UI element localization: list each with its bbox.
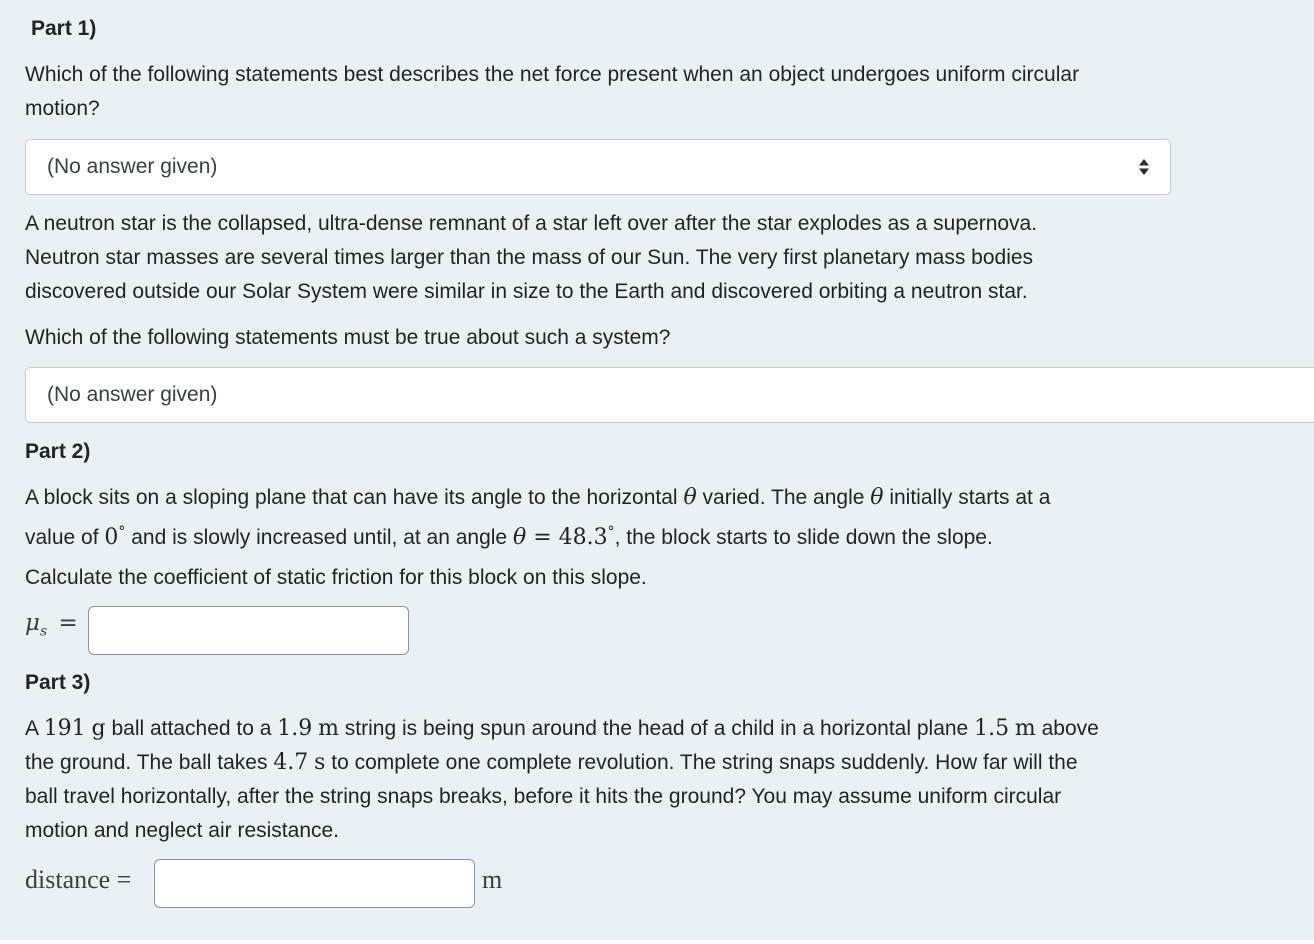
part1-question2-text [25,207,1295,309]
part1-heading: Part 1) [31,17,97,40]
part2-text-e: and is slowly increased until, at an angle [125,526,513,549]
height-unit: m [1014,716,1036,741]
mass-value: 191 [43,716,86,741]
part3-text-c: string is being spun around the head of a child in a horizontal plane [338,717,975,740]
part3-text-f: to complete one complete revolution. The string snaps suddenly. How far will the [325,751,1078,774]
select-value: (No answer given) [47,383,218,406]
sort-arrows-icon [1138,158,1150,176]
q2-line2: Neutron star masses are several times larger than the mass of our Sun. The very first planetary mass bodies [25,246,1034,269]
part2-text [25,481,1295,555]
part1-question1-line2: motion? [25,97,100,120]
part2-prompt: Calculate the coefficient of static friction for this block on this slope. [25,566,647,589]
answer-select-2[interactable] [25,367,1314,423]
time-value: 4.7 [273,750,309,775]
part3-text-e: the ground. The ball takes [25,751,274,774]
part3-text-h: motion and neglect air resistance. [25,819,340,842]
part2-text-a: A block sits on a sloping plane that can have its angle to the horizontal [25,486,684,509]
height-value: 1.5 [974,716,1010,741]
part3-heading: Part 3) [25,671,91,694]
part2-text-d: value of [25,526,105,549]
distance-unit: m [482,865,503,894]
mu-symbol: μ [25,610,40,636]
zero-value: 0 [104,525,119,550]
part3-text [25,712,1295,848]
distance-label: distance = [25,865,132,894]
degree-symbol: ° [118,524,126,540]
q2-line1: A neutron star is the collapsed, ultra-dense remnant of a star left over after the star explodes as a supernova. [25,212,1038,235]
part3-text-a: A [25,717,44,740]
mass-unit: g [91,716,106,741]
part3-text-d: above [1035,717,1099,740]
length-unit: m [318,716,339,741]
part2-text-f: , the block starts to slide down the slope. [614,526,993,549]
mu-subscript: s [39,623,48,640]
time-unit: s [314,750,326,775]
select-value: (No answer given) [47,155,218,178]
degree-symbol: ° [607,524,615,540]
theta-symbol: θ [870,485,884,510]
part1-question1-line1: Which of the following statements best describes the net force present when an object undergoes uniform circular [25,63,1080,86]
part3-text-b: ball attached to a [105,717,278,740]
theta-symbol: θ [683,485,697,510]
part2-text-b: varied. The angle [696,486,871,509]
length-value: 1.9 [277,716,313,741]
part2-heading: Part 2) [25,440,91,463]
equals-sign: = [58,610,78,636]
part3-text-g: ball travel horizontally, after the string snaps breaks, before it hits the ground? You may assume uniform circular [25,785,1062,808]
answer-select-1[interactable] [25,139,1171,195]
part1-question1 [25,58,1295,126]
part2-text-c: initially starts at a [883,486,1051,509]
angle-value: = 48.3 [526,525,608,550]
friction-coefficient-input[interactable] [88,606,409,655]
distance-input[interactable] [154,859,475,908]
part1-question2-prompt: Which of the following statements must be true about such a system? [25,326,671,349]
mu-label [25,610,78,640]
q2-line3: discovered outside our Solar System were similar in size to the Earth and discovered orbiting a neutron star. [25,280,1028,303]
theta-symbol: θ [512,525,527,550]
